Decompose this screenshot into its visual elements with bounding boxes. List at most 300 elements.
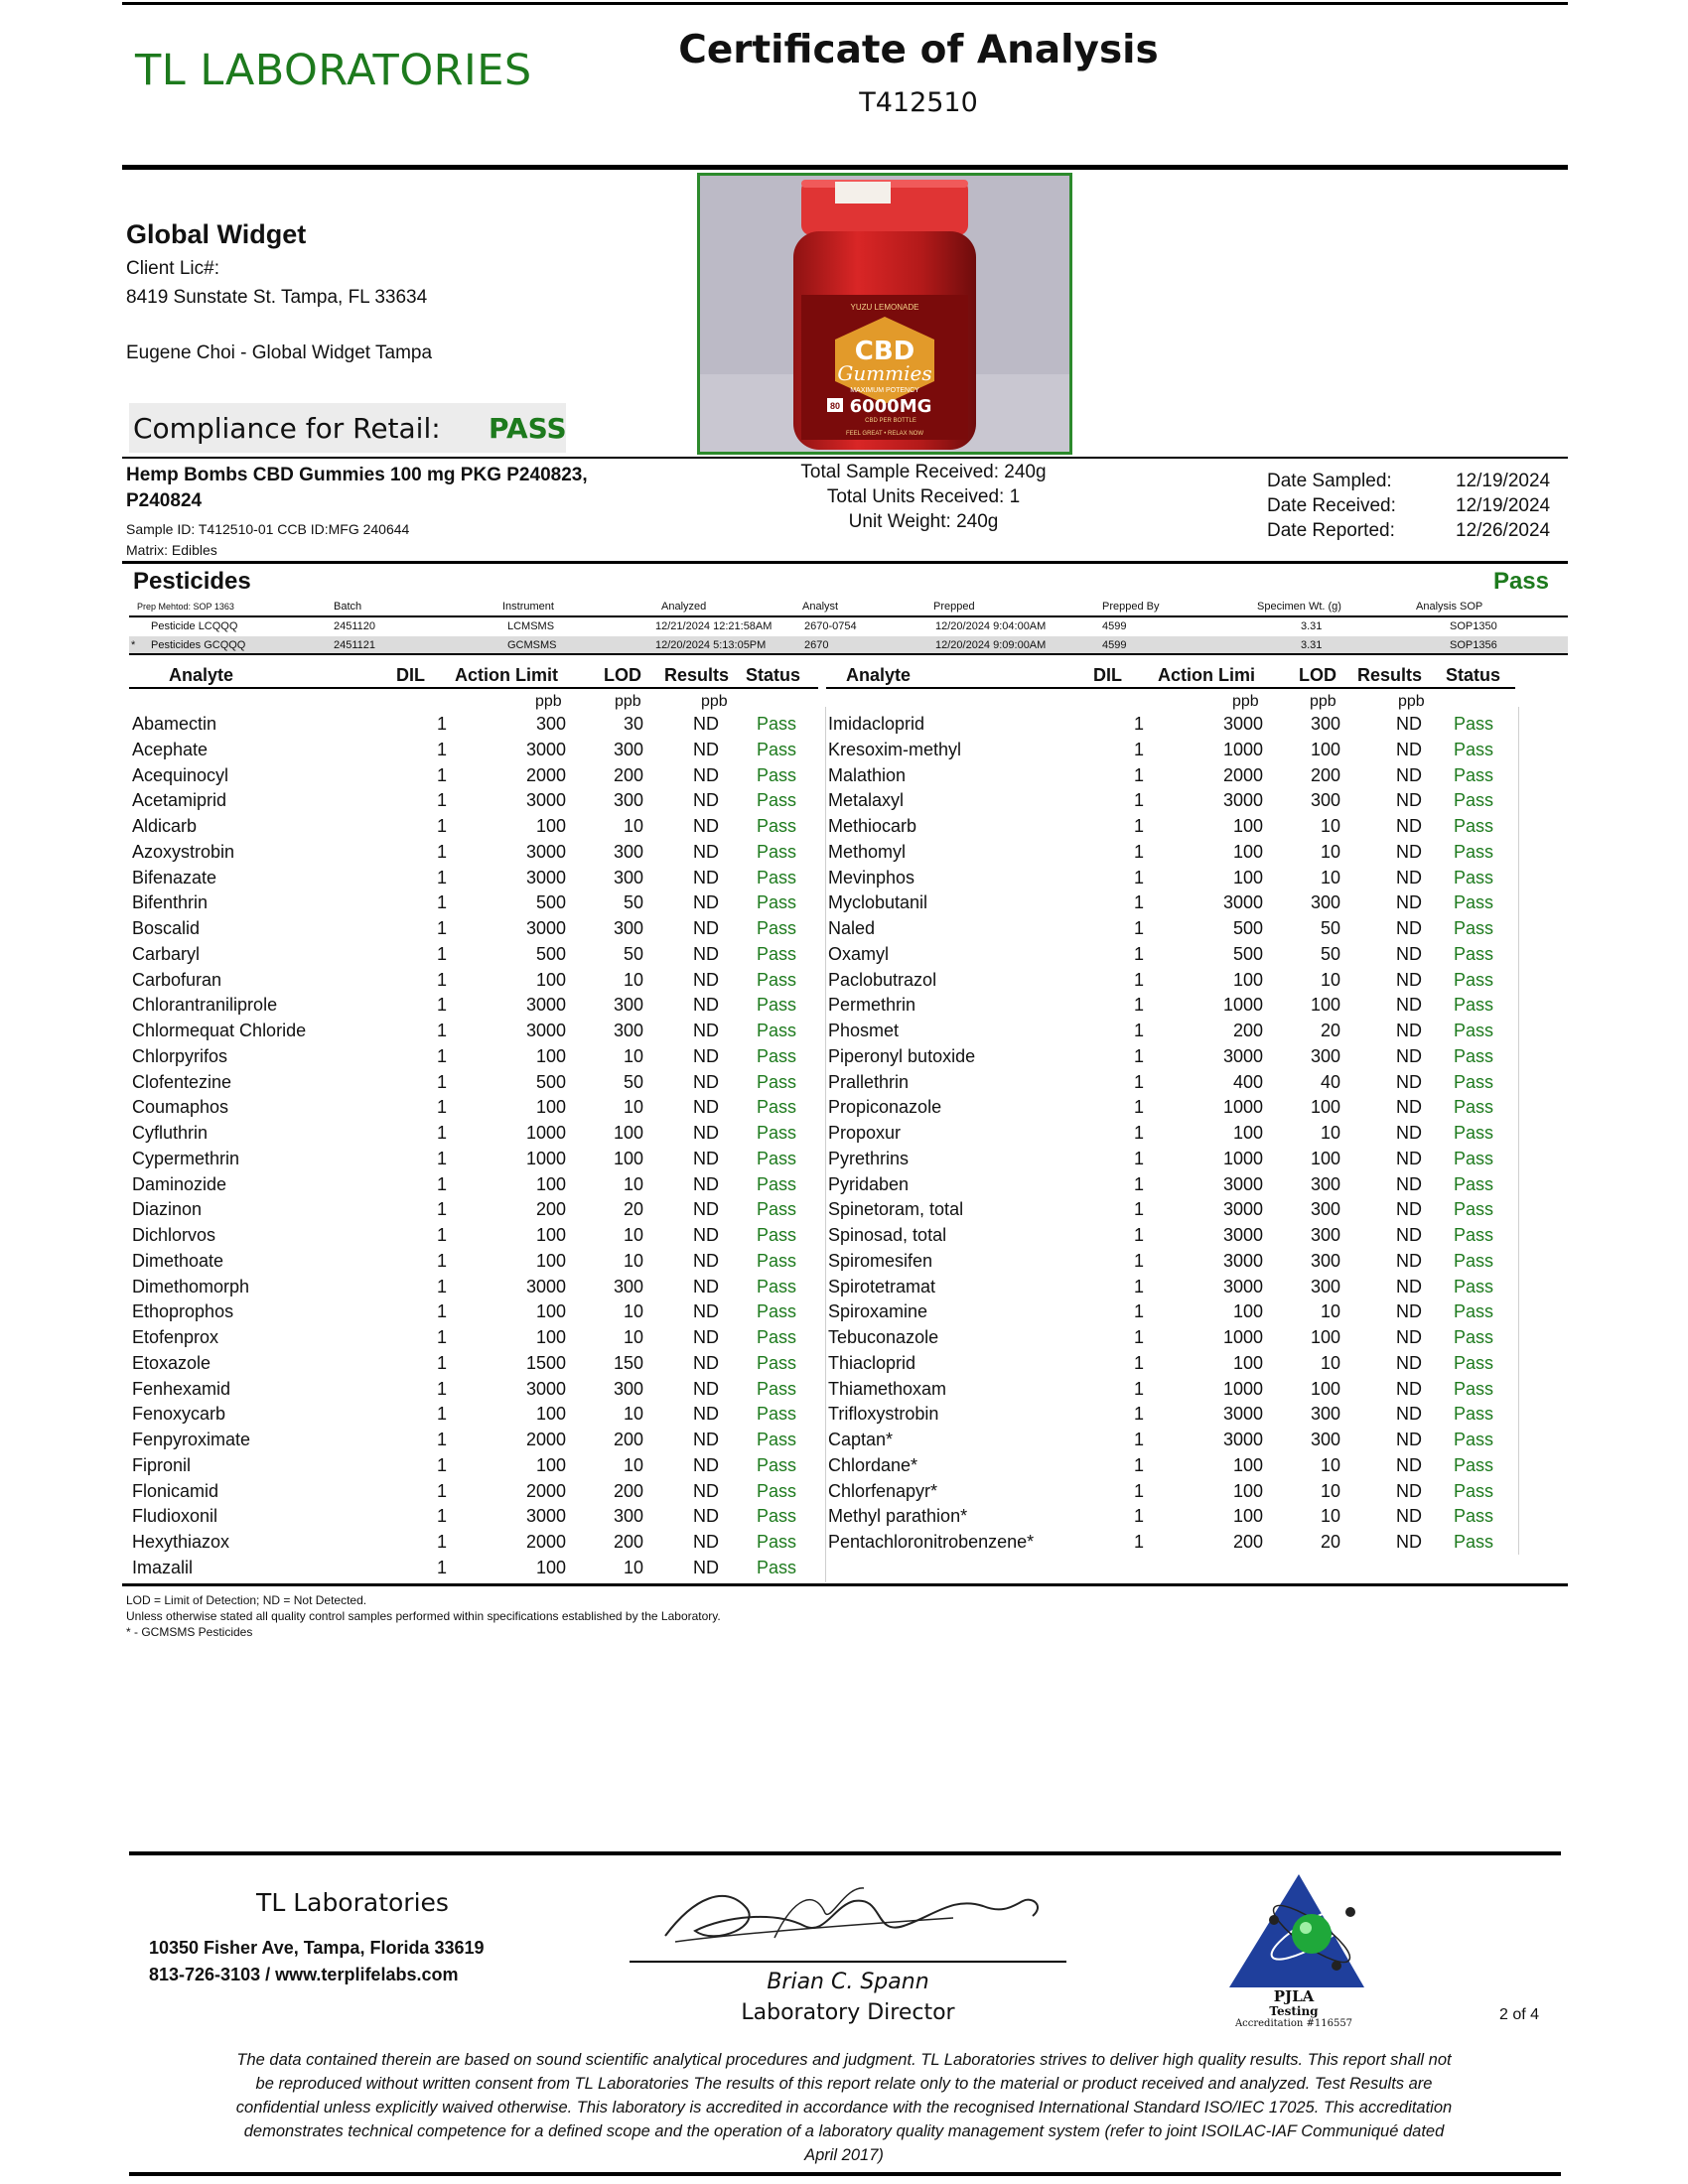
right-row-19-analyte: Pyridaben	[828, 1173, 910, 1194]
right-row-13-status: Pass	[1454, 1021, 1494, 1040]
right-row-10-analyte: Oxamyl	[828, 943, 890, 964]
left-row-10-action-limit: 500	[535, 943, 566, 964]
right-row-26-action-limit: 100	[1232, 1352, 1263, 1373]
compliance-label: Compliance for Retail:	[133, 412, 441, 445]
left-row-31-status: Pass	[757, 1480, 797, 1501]
right-row-21-results: ND	[1396, 1225, 1422, 1245]
right-row-30-status: Pass	[1454, 1454, 1494, 1475]
right-row-26-analyte: Thiacloprid	[828, 1352, 916, 1373]
left-row-3-dil: 1	[436, 764, 447, 785]
right-row-13-results: ND	[1396, 1021, 1422, 1040]
left-row-33-status: Pass	[757, 1532, 797, 1552]
left-row-25-results: ND	[693, 1327, 719, 1347]
left-row-23-results: ND	[693, 1276, 719, 1297]
right-row-10-action-limit: 500	[1232, 943, 1263, 964]
left-row-26-lod: 150	[613, 1352, 643, 1373]
right-row-15-dil: 1	[1133, 1071, 1144, 1092]
left-row-21-status: Pass	[757, 1225, 797, 1245]
director-signature	[655, 1876, 1053, 1956]
right-row-30-analyte: Chlordane*	[828, 1454, 918, 1475]
left-row-23-action-limit: 3000	[525, 1276, 566, 1297]
left-row-19-action-limit: 100	[535, 1173, 566, 1194]
right-row-21-action-limit: 3000	[1222, 1225, 1263, 1245]
right-row-28-action-limit: 3000	[1222, 1404, 1263, 1425]
left-row-3-action-limit: 2000	[525, 764, 566, 785]
batch-row-2-prepped-by: 4599	[1102, 639, 1127, 651]
right-row-2-lod: 100	[1310, 739, 1340, 759]
label-script: Gummies	[837, 361, 932, 385]
right-row-4-results: ND	[1396, 790, 1422, 811]
left-row-14-results: ND	[693, 1045, 719, 1066]
right-row-16-action-limit: 1000	[1222, 1097, 1263, 1118]
right-row-15-results: ND	[1396, 1071, 1422, 1092]
left-row-1-lod: 30	[623, 714, 643, 734]
left-row-24-results: ND	[693, 1301, 719, 1322]
left-row-7-status: Pass	[757, 867, 797, 887]
date-reported-label: Date Reported:	[1267, 520, 1395, 541]
left-row-9-results: ND	[693, 918, 719, 938]
right-row-20-analyte: Spinetoram, total	[828, 1199, 964, 1220]
total-units-received: Total Units Received: 1	[826, 486, 1021, 507]
date-reported-value: 12/26/2024	[1456, 520, 1551, 541]
right-row-3-dil: 1	[1133, 764, 1144, 785]
date-received-value: 12/19/2024	[1456, 495, 1551, 516]
date-received-label: Date Received:	[1267, 495, 1396, 516]
left-row-5-status: Pass	[757, 816, 797, 836]
left-row-16-analyte: Coumaphos	[132, 1097, 229, 1118]
batch-rule-bottom	[129, 653, 1568, 655]
right-row-30-lod: 10	[1320, 1454, 1340, 1475]
left-row-7-results: ND	[693, 867, 719, 887]
right-row-11-analyte: Paclobutrazol	[828, 969, 937, 990]
right-row-31-results: ND	[1396, 1480, 1422, 1501]
left-row-5-dil: 1	[436, 816, 447, 836]
right-row-29-results: ND	[1396, 1430, 1422, 1449]
batch-row-1-batch: 2451120	[334, 620, 376, 632]
right-row-21-status: Pass	[1454, 1225, 1494, 1245]
right-row-17-dil: 1	[1133, 1123, 1144, 1143]
right-row-4-analyte: Metalaxyl	[828, 790, 905, 811]
left-row-7-analyte: Bifenazate	[132, 867, 217, 887]
left-row-20-lod: 20	[623, 1199, 643, 1220]
left-row-34-status: Pass	[757, 1557, 797, 1577]
batch-row-2-sop: SOP1356	[1450, 639, 1497, 651]
left-row-1-status: Pass	[757, 714, 797, 734]
right-row-30-action-limit: 100	[1232, 1454, 1263, 1475]
document-title: Certificate of Analysis	[678, 28, 1159, 72]
table-bottom-rule	[122, 1583, 1568, 1586]
right-row-24-lod: 10	[1320, 1301, 1340, 1322]
left-row-28-action-limit: 100	[535, 1404, 566, 1425]
left-row-28-dil: 1	[436, 1404, 447, 1425]
right-col-action-limit: Action Limi	[1158, 665, 1255, 685]
right-row-6-status: Pass	[1454, 841, 1494, 862]
report-id: T412510	[859, 87, 978, 118]
left-row-25-status: Pass	[757, 1327, 797, 1347]
right-row-23-lod: 300	[1310, 1276, 1340, 1297]
right-col-lod: LOD	[1299, 665, 1336, 685]
batch-row-2-analyzed: 12/20/2024 5:13:05PM	[655, 639, 767, 651]
left-col-action-limit: Action Limit	[455, 665, 558, 685]
left-row-32-action-limit: 3000	[525, 1506, 566, 1527]
left-row-32-analyte: Fludioxonil	[132, 1506, 218, 1527]
left-row-19-analyte: Daminozide	[132, 1173, 227, 1194]
batch-row-2-batch: 2451121	[334, 639, 376, 651]
right-row-6-action-limit: 100	[1232, 841, 1263, 862]
right-row-23-results: ND	[1396, 1276, 1422, 1297]
left-row-34-dil: 1	[436, 1557, 447, 1577]
left-row-14-status: Pass	[757, 1045, 797, 1066]
left-row-18-analyte: Cypermethrin	[132, 1148, 240, 1168]
left-row-17-results: ND	[693, 1123, 719, 1143]
right-row-27-results: ND	[1396, 1378, 1422, 1399]
left-row-5-analyte: Aldicarb	[132, 816, 198, 836]
right-row-14-dil: 1	[1133, 1045, 1144, 1066]
left-row-2-status: Pass	[757, 739, 797, 759]
right-row-20-status: Pass	[1454, 1199, 1494, 1220]
left-row-13-results: ND	[693, 1021, 719, 1040]
left-row-3-results: ND	[693, 764, 719, 785]
right-row-26-lod: 10	[1320, 1352, 1340, 1373]
right-row-13-action-limit: 200	[1232, 1021, 1263, 1040]
left-row-21-analyte: Dichlorvos	[132, 1225, 216, 1245]
right-row-25-action-limit: 1000	[1222, 1327, 1263, 1347]
product-photo	[697, 173, 1072, 455]
date-sampled-value: 12/19/2024	[1456, 471, 1551, 491]
left-row-15-lod: 50	[623, 1071, 643, 1092]
footnote-qc: Unless otherwise stated all quality control samples performed within specifications established by the Laboratory.	[126, 1609, 721, 1623]
right-row-5-action-limit: 100	[1232, 816, 1263, 836]
left-row-22-dil: 1	[436, 1250, 447, 1271]
compliance-status: PASS	[489, 412, 567, 445]
right-row-19-results: ND	[1396, 1173, 1422, 1194]
left-row-4-dil: 1	[436, 790, 447, 811]
batch-row-1-analyzed: 12/21/2024 12:21:58AM	[655, 620, 773, 632]
prep-header-rule	[129, 615, 1568, 617]
left-row-1-results: ND	[693, 714, 719, 734]
left-row-24-analyte: Ethoprophos	[132, 1301, 234, 1322]
right-row-5-dil: 1	[1133, 816, 1144, 836]
left-row-32-dil: 1	[436, 1506, 447, 1527]
right-row-14-status: Pass	[1454, 1045, 1494, 1066]
left-row-13-status: Pass	[757, 1021, 797, 1040]
left-row-8-dil: 1	[436, 892, 447, 913]
left-row-6-action-limit: 3000	[525, 841, 566, 862]
right-row-32-status: Pass	[1454, 1506, 1494, 1527]
client-name: Global Widget	[126, 219, 307, 249]
left-row-24-dil: 1	[436, 1301, 447, 1322]
right-row-17-results: ND	[1396, 1123, 1422, 1143]
right-row-21-lod: 300	[1310, 1225, 1340, 1245]
left-row-24-lod: 10	[623, 1301, 643, 1322]
left-row-30-status: Pass	[757, 1454, 797, 1475]
batch-row-1-name: Pesticide LCQQQ	[151, 620, 238, 632]
right-row-17-lod: 10	[1320, 1123, 1340, 1143]
right-row-24-status: Pass	[1454, 1301, 1494, 1322]
right-row-1-status: Pass	[1454, 714, 1494, 734]
total-sample-received: Total Sample Received: 240g	[800, 462, 1047, 482]
left-row-15-status: Pass	[757, 1071, 797, 1092]
left-row-8-lod: 50	[623, 892, 643, 913]
right-row-1-analyte: Imidacloprid	[828, 714, 925, 734]
left-row-18-dil: 1	[436, 1148, 447, 1168]
label-strength: 6000MG	[849, 396, 932, 417]
right-row-10-dil: 1	[1133, 943, 1144, 964]
right-row-33-status: Pass	[1454, 1532, 1494, 1552]
right-row-31-status: Pass	[1454, 1480, 1494, 1501]
client-contact: Eugene Choi - Global Widget Tampa	[126, 342, 433, 363]
right-row-14-results: ND	[1396, 1045, 1422, 1066]
right-row-18-action-limit: 1000	[1222, 1148, 1263, 1168]
right-row-6-dil: 1	[1133, 841, 1144, 862]
right-row-15-action-limit: 400	[1232, 1071, 1263, 1092]
right-row-18-dil: 1	[1133, 1148, 1144, 1168]
left-row-4-action-limit: 3000	[525, 790, 566, 811]
pesticides-title: Pesticides	[133, 568, 251, 595]
right-row-7-analyte: Mevinphos	[828, 867, 915, 887]
right-header-underline	[826, 687, 1515, 689]
right-row-16-results: ND	[1396, 1097, 1422, 1118]
right-row-23-status: Pass	[1454, 1276, 1494, 1297]
sample-rule-top	[122, 457, 1568, 459]
left-row-19-results: ND	[693, 1173, 719, 1194]
right-row-32-dil: 1	[1133, 1506, 1144, 1527]
left-row-18-lod: 100	[613, 1148, 643, 1168]
left-row-30-analyte: Fipronil	[132, 1454, 192, 1475]
right-row-33-dil: 1	[1133, 1532, 1144, 1552]
left-row-12-analyte: Chlorantraniliprole	[132, 995, 278, 1016]
left-row-13-dil: 1	[436, 1021, 447, 1040]
left-row-4-analyte: Acetamiprid	[132, 790, 227, 811]
right-row-8-dil: 1	[1133, 892, 1144, 913]
left-row-34-lod: 10	[623, 1557, 643, 1577]
left-row-14-analyte: Chlorpyrifos	[132, 1045, 228, 1066]
right-row-18-status: Pass	[1454, 1148, 1494, 1168]
table-right-divider	[1518, 707, 1519, 1555]
left-row-20-dil: 1	[436, 1199, 447, 1220]
right-row-9-lod: 50	[1320, 918, 1340, 938]
left-row-31-results: ND	[693, 1480, 719, 1501]
left-row-33-results: ND	[693, 1532, 719, 1552]
left-col-analyte: Analyte	[169, 665, 234, 685]
right-row-27-action-limit: 1000	[1222, 1378, 1263, 1399]
left-row-10-analyte: Carbaryl	[132, 943, 201, 964]
left-row-27-status: Pass	[757, 1378, 797, 1399]
right-row-29-analyte: Captan*	[828, 1430, 894, 1449]
left-row-30-action-limit: 100	[535, 1454, 566, 1475]
left-row-11-action-limit: 100	[535, 969, 566, 990]
left-row-20-status: Pass	[757, 1199, 797, 1220]
right-row-3-results: ND	[1396, 764, 1422, 785]
right-row-22-dil: 1	[1133, 1250, 1144, 1271]
left-row-13-lod: 300	[613, 1021, 643, 1040]
right-row-5-analyte: Methiocarb	[828, 816, 917, 836]
left-row-23-lod: 300	[613, 1276, 643, 1297]
right-row-21-dil: 1	[1133, 1225, 1144, 1245]
prep-col-analysis-sop: Analysis SOP	[1416, 601, 1483, 613]
footer-rule-top	[129, 1851, 1561, 1855]
left-row-23-analyte: Dimethomorph	[132, 1276, 250, 1297]
left-row-17-action-limit: 1000	[525, 1123, 566, 1143]
left-row-2-dil: 1	[436, 739, 447, 759]
right-row-2-analyte: Kresoxim-methyl	[828, 739, 962, 759]
left-col-status: Status	[746, 665, 801, 685]
left-row-17-analyte: Cyfluthrin	[132, 1123, 209, 1143]
left-row-12-results: ND	[693, 995, 719, 1016]
right-row-12-action-limit: 1000	[1222, 995, 1263, 1016]
left-row-4-results: ND	[693, 790, 719, 811]
client-license: Client Lic#:	[126, 258, 219, 279]
right-row-9-results: ND	[1396, 918, 1422, 938]
left-row-25-analyte: Etofenprox	[132, 1327, 219, 1347]
left-row-9-analyte: Boscalid	[132, 918, 201, 938]
right-row-32-analyte: Methyl parathion*	[828, 1506, 968, 1527]
batch-row-1-weight: 3.31	[1301, 620, 1323, 632]
right-row-33-results: ND	[1396, 1532, 1422, 1552]
left-row-14-lod: 10	[623, 1045, 643, 1066]
batch-row-2-instrument: GCMSMS	[507, 639, 557, 651]
left-row-15-action-limit: 500	[535, 1071, 566, 1092]
prep-col-prepped-by: Prepped By	[1102, 601, 1160, 613]
batch-row-1-prepped-by: 4599	[1102, 620, 1127, 632]
left-row-10-dil: 1	[436, 943, 447, 964]
left-row-29-results: ND	[693, 1430, 719, 1449]
right-row-2-results: ND	[1396, 739, 1422, 759]
right-row-3-analyte: Malathion	[828, 764, 907, 785]
right-row-32-results: ND	[1396, 1506, 1422, 1527]
right-row-19-status: Pass	[1454, 1173, 1494, 1194]
left-row-22-analyte: Dimethoate	[132, 1250, 224, 1271]
left-row-25-dil: 1	[436, 1327, 447, 1347]
left-row-5-action-limit: 100	[535, 816, 566, 836]
left-row-27-analyte: Fenhexamid	[132, 1378, 231, 1399]
right-row-1-action-limit: 3000	[1222, 714, 1263, 734]
page-number: 2 of 4	[1499, 2006, 1540, 2023]
date-sampled-label: Date Sampled:	[1267, 471, 1392, 491]
left-row-4-lod: 300	[613, 790, 643, 811]
left-row-29-dil: 1	[436, 1430, 447, 1449]
right-row-4-status: Pass	[1454, 790, 1494, 811]
right-row-17-status: Pass	[1454, 1123, 1494, 1143]
left-row-28-lod: 10	[623, 1404, 643, 1425]
right-row-33-action-limit: 200	[1232, 1532, 1263, 1552]
right-col-dil: DIL	[1093, 665, 1122, 685]
right-row-12-analyte: Permethrin	[828, 995, 916, 1016]
left-row-2-results: ND	[693, 739, 719, 759]
left-row-32-results: ND	[693, 1506, 719, 1527]
left-row-6-lod: 300	[613, 841, 643, 862]
left-row-11-results: ND	[693, 969, 719, 990]
left-row-16-dil: 1	[436, 1097, 447, 1118]
right-row-8-status: Pass	[1454, 892, 1494, 913]
right-row-11-dil: 1	[1133, 969, 1144, 990]
left-row-16-status: Pass	[757, 1097, 797, 1118]
left-row-3-lod: 200	[613, 764, 643, 785]
right-row-14-analyte: Piperonyl butoxide	[828, 1045, 976, 1066]
batch-row-2-name: Pesticides GCQQQ	[151, 639, 246, 651]
right-row-28-results: ND	[1396, 1404, 1422, 1425]
right-row-5-lod: 10	[1320, 816, 1340, 836]
left-row-32-status: Pass	[757, 1506, 797, 1527]
right-row-31-analyte: Chlorfenapyr*	[828, 1480, 938, 1501]
prep-col-specimen: Specimen Wt. (g)	[1257, 601, 1341, 613]
right-row-28-analyte: Trifloxystrobin	[828, 1404, 939, 1425]
left-row-5-results: ND	[693, 816, 719, 836]
left-row-6-analyte: Azoxystrobin	[132, 841, 235, 862]
right-row-11-lod: 10	[1320, 969, 1340, 990]
right-row-29-action-limit: 3000	[1222, 1430, 1263, 1449]
right-row-33-analyte: Pentachloronitrobenzene*	[828, 1532, 1035, 1552]
right-row-24-analyte: Spiroxamine	[828, 1301, 928, 1322]
right-row-8-lod: 300	[1310, 892, 1340, 913]
left-row-33-analyte: Hexythiazox	[132, 1532, 230, 1552]
left-row-34-results: ND	[693, 1557, 719, 1577]
right-row-20-results: ND	[1396, 1199, 1422, 1220]
left-row-15-dil: 1	[436, 1071, 447, 1092]
right-col-status: Status	[1446, 665, 1501, 685]
left-row-24-status: Pass	[757, 1301, 797, 1322]
right-row-10-status: Pass	[1454, 943, 1494, 964]
right-row-11-status: Pass	[1454, 969, 1494, 990]
left-row-23-status: Pass	[757, 1276, 797, 1297]
label-sub: CBD PER BOTTLE	[865, 418, 916, 424]
left-row-21-dil: 1	[436, 1225, 447, 1245]
right-row-16-lod: 100	[1310, 1097, 1340, 1118]
footer-contact: 813-726-3103 / www.terplifelabs.com	[149, 1965, 459, 1984]
right-row-27-lod: 100	[1310, 1378, 1340, 1399]
left-row-31-lod: 200	[613, 1480, 643, 1501]
footnote-gcmsms: * - GCMSMS Pesticides	[126, 1625, 253, 1639]
left-row-22-lod: 10	[623, 1250, 643, 1271]
left-row-9-status: Pass	[757, 918, 797, 938]
right-row-22-status: Pass	[1454, 1250, 1494, 1271]
left-row-29-lod: 200	[613, 1430, 643, 1449]
left-row-7-action-limit: 3000	[525, 867, 566, 887]
right-row-19-dil: 1	[1133, 1173, 1144, 1194]
right-row-11-results: ND	[1396, 969, 1422, 990]
left-row-8-analyte: Bifenthrin	[132, 892, 209, 913]
label-strength-prefix: 80	[829, 401, 841, 411]
right-row-10-lod: 50	[1320, 943, 1340, 964]
right-row-23-action-limit: 3000	[1222, 1276, 1263, 1297]
left-row-10-results: ND	[693, 943, 719, 964]
signature-line	[630, 1961, 1066, 1963]
left-row-29-action-limit: 2000	[525, 1430, 566, 1449]
left-row-25-action-limit: 100	[535, 1327, 566, 1347]
right-row-4-lod: 300	[1310, 790, 1340, 811]
right-row-31-lod: 10	[1320, 1480, 1340, 1501]
left-header-underline	[129, 687, 818, 689]
left-row-12-action-limit: 3000	[525, 995, 566, 1016]
batch-row-2-analyst: 2670	[804, 639, 829, 651]
batch-row-1-prepped: 12/20/2024 9:04:00AM	[935, 620, 1047, 632]
top-rule	[122, 2, 1568, 5]
left-row-12-dil: 1	[436, 995, 447, 1016]
right-row-18-results: ND	[1396, 1148, 1422, 1168]
left-row-20-analyte: Diazinon	[132, 1199, 203, 1220]
left-row-12-lod: 300	[613, 995, 643, 1016]
prep-col-analyst: Analyst	[802, 601, 839, 613]
right-row-20-action-limit: 3000	[1222, 1199, 1263, 1220]
right-row-7-action-limit: 100	[1232, 867, 1263, 887]
left-row-21-action-limit: 100	[535, 1225, 566, 1245]
left-row-2-lod: 300	[613, 739, 643, 759]
prep-col-instrument: Instrument	[502, 601, 554, 613]
right-row-5-results: ND	[1396, 816, 1422, 836]
left-row-32-lod: 300	[613, 1506, 643, 1527]
pjla-name: PJLA	[1273, 1987, 1315, 2005]
right-row-20-dil: 1	[1133, 1199, 1144, 1220]
